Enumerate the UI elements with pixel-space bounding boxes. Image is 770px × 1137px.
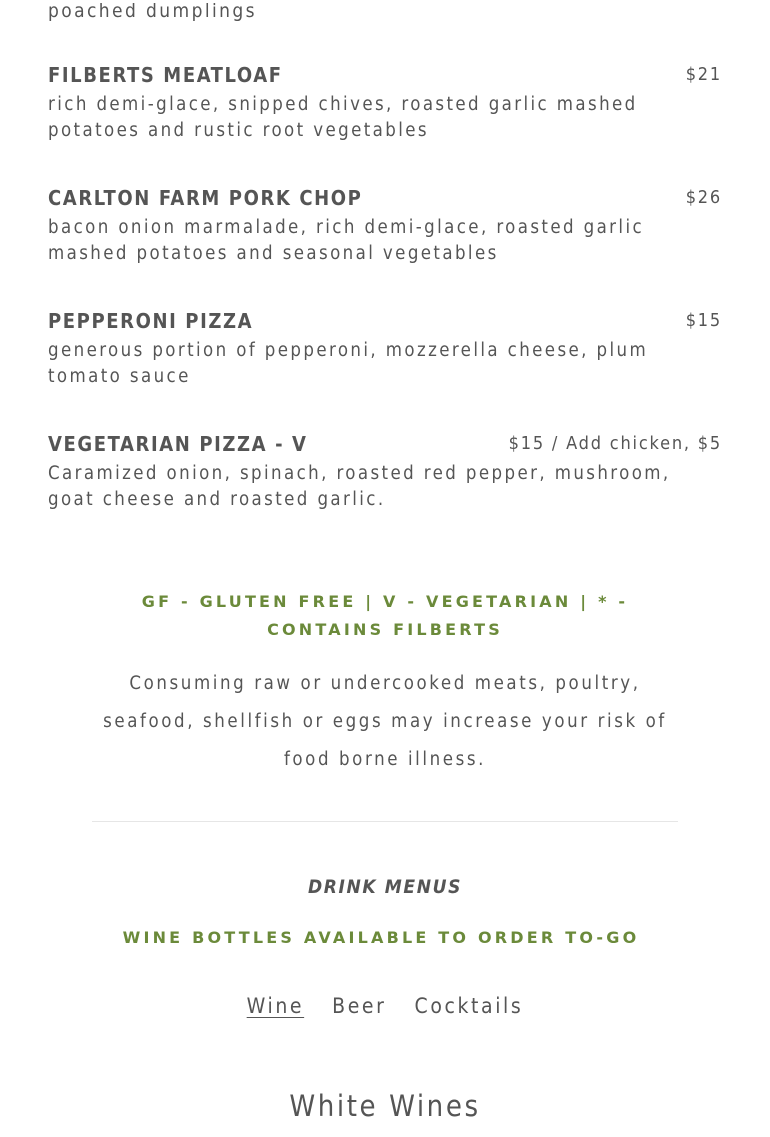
- menu-item-price: $26: [685, 187, 722, 208]
- section-divider: [92, 821, 678, 822]
- previous-item-description-fragment: poached dumplings: [48, 0, 257, 22]
- menu-item-name: PEPPERONI PIZZA: [48, 309, 254, 333]
- menu-item-name: FILBERTS MEATLOAF: [48, 63, 283, 87]
- menu-item-pepperoni-pizza: [48, 308, 722, 390]
- tab-beer[interactable]: Beer: [332, 994, 387, 1018]
- wine-to-go-note: WINE BOTTLES AVAILABLE TO ORDER TO-GO: [122, 928, 640, 947]
- menu-item-name: VEGETARIAN PIZZA - V: [48, 432, 308, 456]
- menu-item-price: $21: [685, 64, 722, 85]
- tab-cocktails[interactable]: Cocktails: [414, 994, 524, 1018]
- menu-item-description: rich demi-glace, snipped chives, roasted garlic mashed potatoes and rustic root vegetables: [48, 94, 638, 141]
- drink-menus-heading: DRINK MENUS: [307, 876, 462, 898]
- dietary-legend: GF - GLUTEN FREE | V - VEGETARIAN | * - CONTAINS FILBERTS: [141, 592, 629, 639]
- menu-item-vegetarian-pizza: [48, 431, 722, 513]
- menu-item-description: bacon onion marmalade, rich demi-glace, roasted garlic mashed potatoes and seasonal vegetables: [48, 217, 645, 264]
- white-wines-section-title: White Wines: [289, 1089, 481, 1123]
- menu-item-price: $15 / Add chicken, $5: [508, 433, 722, 454]
- menu-item-description: Caramized onion, spinach, roasted red pepper, mushroom, goat cheese and roasted garlic.: [48, 463, 671, 510]
- tab-wine[interactable]: Wine: [246, 994, 305, 1018]
- drink-menu-tabs: [0, 992, 770, 1020]
- menu-item-name: CARLTON FARM PORK CHOP: [48, 186, 363, 210]
- food-safety-notice: Consuming raw or undercooked meats, poultry, seafood, shellfish or eggs may increase your risk of food borne illness.: [103, 673, 667, 770]
- menu-item-filberts-meatloaf: [48, 62, 722, 144]
- menu-item-price: $15: [685, 310, 722, 331]
- menu-item-description: generous portion of pepperoni, mozzerella cheese, plum tomato sauce: [48, 340, 649, 387]
- menu-item-carlton-farm-pork-chop: [48, 185, 722, 267]
